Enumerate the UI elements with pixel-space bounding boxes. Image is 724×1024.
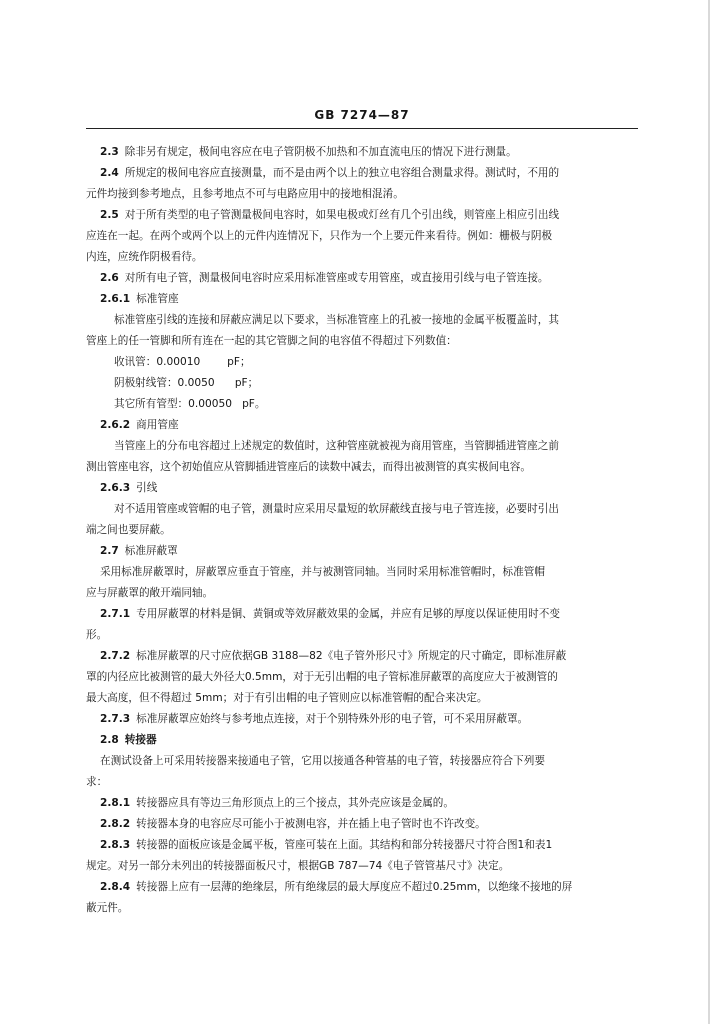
clause-line: 应与屏蔽罩的敞开端同轴。 — [86, 587, 214, 599]
clause-number: 2.6.2 — [100, 419, 131, 431]
clause-line: 罩的内径应比被测管的最大外径大0.5mm，对于无引出帽的电子管标准屏蔽罩的高度应大于被测管的 — [86, 671, 558, 683]
clause-number: 2.7.2 — [100, 650, 131, 662]
clause-text: 转接器的面板应该是金属平板，管座可装在上面。其结构和部分转接器尺寸符合图1和表1 — [136, 839, 553, 851]
clause-title: 标准管座 — [136, 293, 179, 305]
clause-line: 应连在一起。在两个或两个以上的元件内连情况下，只作为一个上要元件来看待。例如：栅极与阴极 — [86, 230, 553, 242]
clause-line: 采用标准屏蔽罩时，屏蔽罩应垂直于管座，并与被测管同轴。当同时采用标准管帽时，标准管帽 — [100, 566, 545, 578]
clause-number: 2.7.1 — [100, 608, 131, 620]
clause-2-3 — [86, 142, 638, 163]
clause-text: 专用屏蔽罩的材料是铜、黄铜或等效屏蔽效果的金属，并应有足够的厚度以保证使用时不变 — [136, 608, 560, 620]
header-rule — [86, 128, 638, 129]
clause-number: 2.4 — [100, 167, 119, 179]
clause-text: 标准屏蔽罩应始终与参考地点连接，对于个别特殊外形的电子管，可不采用屏蔽罩。 — [136, 713, 529, 725]
clause-2-6-2 — [86, 415, 638, 436]
clause-2-4 — [86, 163, 638, 184]
clause-line: 对不适用管座或管帽的电子管，测量时应采用尽量短的软屏蔽线直接与电子管连接，必要时引出 — [114, 503, 559, 515]
clause-line: 内连，应统作阴极看待。 — [86, 251, 203, 263]
clause-line: 形。 — [86, 629, 108, 641]
clause-line: 规定。对另一部分未列出的转接器面板尺寸，根据GB 787—74《电子管管基尺寸》决定。 — [86, 860, 510, 872]
clause-number: 2.3 — [100, 146, 119, 158]
clause-title: 引线 — [136, 482, 158, 494]
clause-title: 商用管座 — [136, 419, 179, 431]
page-header: GB 7274—87 — [314, 108, 410, 122]
clause-number: 2.8 — [100, 734, 119, 746]
limit-value: 其它所有管型：0.00050 pF。 — [114, 398, 266, 410]
clause-2-7 — [86, 541, 638, 562]
limit-value: 阴极射线管：0.0050 pF； — [114, 377, 259, 389]
clause-number: 2.8.4 — [100, 881, 131, 893]
clause-number: 2.7 — [100, 545, 119, 557]
clause-number: 2.6.3 — [100, 482, 131, 494]
clause-number: 2.5 — [100, 209, 119, 221]
clause-2-7-2 — [86, 646, 638, 667]
clause-number: 2.8.3 — [100, 839, 131, 851]
clause-2-7-3 — [86, 709, 638, 730]
clause-text: 标准屏蔽罩的尺寸应依据GB 3188—82《电子管外形尺寸》所规定的尺寸确定，即标准屏蔽 — [136, 650, 567, 662]
clause-text: 转接器应具有等边三角形顶点上的三个接点，其外壳应该是金属的。 — [136, 797, 454, 809]
clause-title: 转接器 — [124, 734, 157, 746]
clause-text: 除非另有规定，极间电容应在电子管阴极不加热和不加直流电压的情况下进行测量。 — [124, 146, 517, 158]
clause-2-6-1 — [86, 289, 638, 310]
clause-number: 2.7.3 — [100, 713, 131, 725]
clause-line: 在测试设备上可采用转接器来接通电子管，它用以接通各种管基的电子管，转接器应符合下列要 — [100, 755, 545, 767]
clause-2-8 — [86, 730, 638, 751]
clause-2-8-1 — [86, 793, 638, 814]
clause-line: 当管座上的分布电容超过上述规定的数值时，这种管座就被视为商用管座，当管脚插进管座之前 — [114, 440, 559, 452]
clause-line: 元件均接到参考地点，且参考地点不可与电路应用中的接地相混淆。 — [86, 188, 404, 200]
clause-2-6 — [86, 268, 638, 289]
clause-text: 对于所有类型的电子管测量极间电容时，如果电极或灯丝有几个引出线，则管座上相应引出线 — [124, 209, 560, 221]
clause-text: 对所有电子管，测量极间电容时应采用标准管座或专用管座，或直接用引线与电子管连接。 — [124, 272, 549, 284]
clause-line: 标准管座引线的连接和屏蔽应满足以下要求，当标准管座上的孔被一接地的金属平板覆盖时，其 — [114, 314, 559, 326]
clause-number: 2.8.1 — [100, 797, 131, 809]
clause-line: 端之间也要屏蔽。 — [86, 524, 171, 536]
clause-number: 2.6 — [100, 272, 119, 284]
clause-2-8-2 — [86, 814, 638, 835]
scan-edge — [708, 0, 710, 1024]
clause-2-6-3 — [86, 478, 638, 499]
limit-value: 收讯管：0.00010 pF； — [114, 356, 251, 368]
clause-number: 2.6.1 — [100, 293, 131, 305]
clause-line: 蔽元件。 — [86, 902, 129, 914]
clause-2-8-4 — [86, 877, 638, 898]
clause-text: 所规定的极间电容应直接测量，而不是由两个以上的独立电容组合测量求得。测试时，不用的 — [124, 167, 560, 179]
clause-line: 最大高度，但不得超过 5mm；对于有引出帽的电子管则应以标准管帽的配合来决定。 — [86, 692, 488, 704]
document-body — [86, 142, 638, 919]
clause-line: 求： — [86, 776, 108, 788]
clause-title: 标准屏蔽罩 — [124, 545, 178, 557]
clause-line: 管座上的任一管脚和所有连在一起的其它管脚之间的电容值不得超过下列数值： — [86, 335, 457, 347]
clause-2-5 — [86, 205, 638, 226]
clause-text: 转接器本身的电容应尽可能小于被测电容，并在插上电子管时也不许改变。 — [136, 818, 486, 830]
clause-2-8-3 — [86, 835, 638, 856]
clause-2-7-1 — [86, 604, 638, 625]
clause-number: 2.8.2 — [100, 818, 131, 830]
clause-line: 测出管座电容，这个初始值应从管脚插进管座后的读数中减去，而得出被测管的真实极间电容。 — [86, 461, 531, 473]
clause-text: 转接器上应有一层薄的绝缘层，所有绝缘层的最大厚度应不超过0.25mm，以绝缘不接地的屏 — [136, 881, 573, 893]
